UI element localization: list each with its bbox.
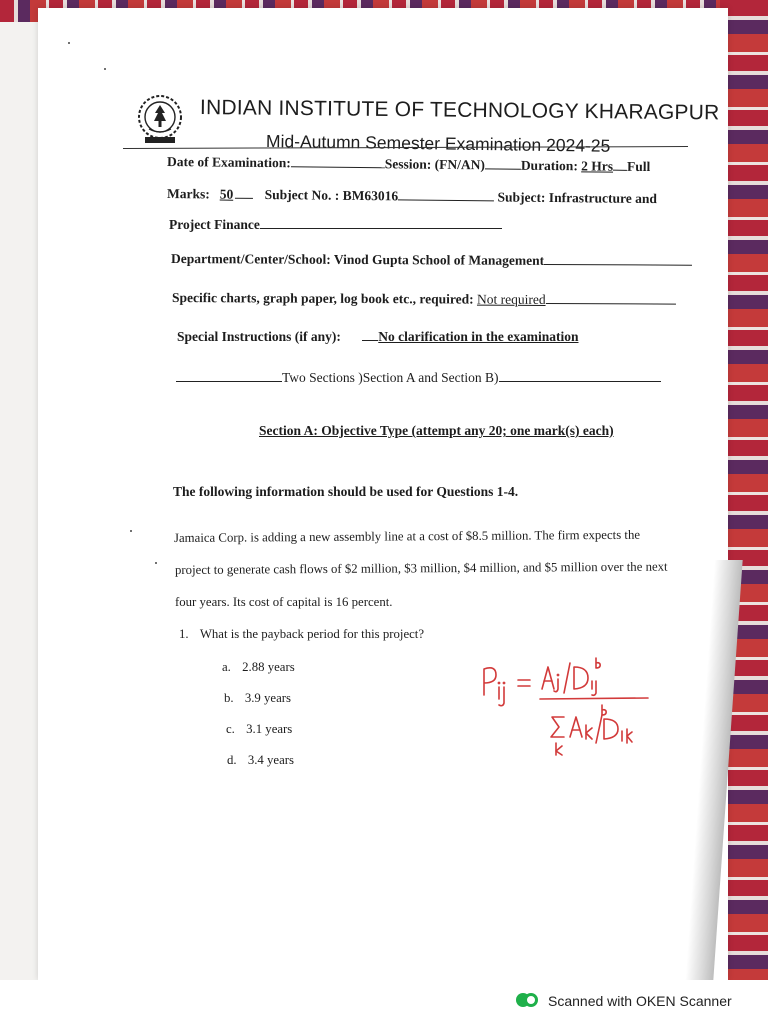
full-label: Full bbox=[627, 158, 651, 175]
section-a-heading: Section A: Objective Type (attempt any 20; one mark(s) each) bbox=[259, 423, 614, 438]
subject-label: Subject: bbox=[497, 189, 546, 205]
sections-blank-right bbox=[499, 380, 661, 382]
duration-value: 2 Hrs bbox=[581, 158, 614, 174]
date-blank bbox=[291, 165, 385, 168]
handwritten-formula bbox=[478, 655, 658, 765]
question-number: 1. bbox=[179, 627, 189, 641]
option-d bbox=[227, 753, 294, 768]
paragraph-line-3: four years. Its cost of capital is 16 percent. bbox=[175, 595, 393, 609]
date-label: Date of Examination: bbox=[166, 154, 291, 171]
subject-value-2: Project Finance bbox=[169, 217, 260, 232]
option-c bbox=[226, 722, 292, 737]
scanner-watermark bbox=[516, 990, 732, 1012]
session-label: Session: (FN/AN) bbox=[384, 156, 485, 173]
option-text: 3.9 years bbox=[244, 691, 292, 705]
subject-no-blank bbox=[398, 198, 494, 201]
marks-label: Marks: bbox=[166, 186, 210, 202]
option-b bbox=[224, 691, 291, 706]
charts-blank bbox=[546, 302, 676, 305]
sections-blank-left bbox=[176, 380, 282, 382]
department-line bbox=[171, 251, 692, 270]
session-blank bbox=[485, 167, 521, 169]
subject-no-label: Subject No. : bbox=[264, 187, 340, 203]
instructions-blank bbox=[362, 339, 378, 341]
sections-line bbox=[176, 370, 661, 386]
scan-speck bbox=[130, 530, 132, 532]
department-label: Department/Center/School: bbox=[170, 251, 331, 267]
duration-blank bbox=[613, 169, 627, 171]
option-text: 3.4 years bbox=[247, 753, 295, 767]
subject-value-1: Infrastructure and bbox=[548, 189, 658, 207]
department-blank bbox=[544, 263, 692, 266]
duration-label: Duration: bbox=[520, 157, 578, 174]
question-1 bbox=[179, 627, 424, 642]
instructions-label: Special Instructions (if any): bbox=[177, 329, 341, 344]
option-text: 3.1 years bbox=[246, 722, 293, 736]
institute-title: INDIAN INSTITUTE OF TECHNOLOGY KHARAGPUR bbox=[199, 96, 720, 125]
subject-blank bbox=[260, 227, 502, 229]
subject-continuation-line bbox=[169, 217, 502, 233]
scanner-logo-icon bbox=[516, 992, 540, 1010]
option-letter: a. bbox=[222, 660, 231, 674]
scan-speck bbox=[104, 68, 106, 70]
question-text: What is the payback period for this project? bbox=[199, 627, 425, 641]
option-text: 2.88 years bbox=[242, 660, 295, 674]
option-letter: b. bbox=[224, 691, 234, 705]
exam-title: Mid-Autumn Semester Examination 2024-25 bbox=[265, 131, 611, 156]
sections-text: Two Sections )Section A and Section B) bbox=[282, 370, 499, 385]
scan-speck bbox=[68, 42, 70, 44]
instructions-value: No clarification in the examination bbox=[378, 329, 579, 344]
instructions-line bbox=[177, 329, 579, 345]
paragraph-line-1: Jamaica Corp. is adding a new assembly line at a cost of $8.5 million. The firm expects the bbox=[173, 527, 641, 545]
charts-line bbox=[172, 290, 676, 309]
marks-blank bbox=[235, 197, 253, 199]
option-letter: c. bbox=[226, 722, 235, 736]
option-a bbox=[222, 660, 295, 675]
scanner-label: Scanned with OKEN Scanner bbox=[548, 993, 732, 1009]
info-line: The following information should be used for Questions 1-4. bbox=[173, 484, 519, 499]
charts-label: Specific charts, graph paper, log book etc., required: bbox=[171, 290, 474, 307]
paragraph-line-2: project to generate cash flows of $2 million, $3 million, $4 million, and $5 million over the next bbox=[174, 559, 668, 577]
scan-speck bbox=[155, 562, 157, 564]
option-letter: d. bbox=[227, 753, 237, 767]
department-value: Vinod Gupta School of Management bbox=[333, 251, 545, 268]
subject-no-value: BM63016 bbox=[342, 187, 399, 204]
charts-value: Not required bbox=[476, 291, 546, 307]
iit-kharagpur-logo-icon bbox=[135, 93, 185, 147]
marks-value: 50 bbox=[219, 186, 234, 202]
